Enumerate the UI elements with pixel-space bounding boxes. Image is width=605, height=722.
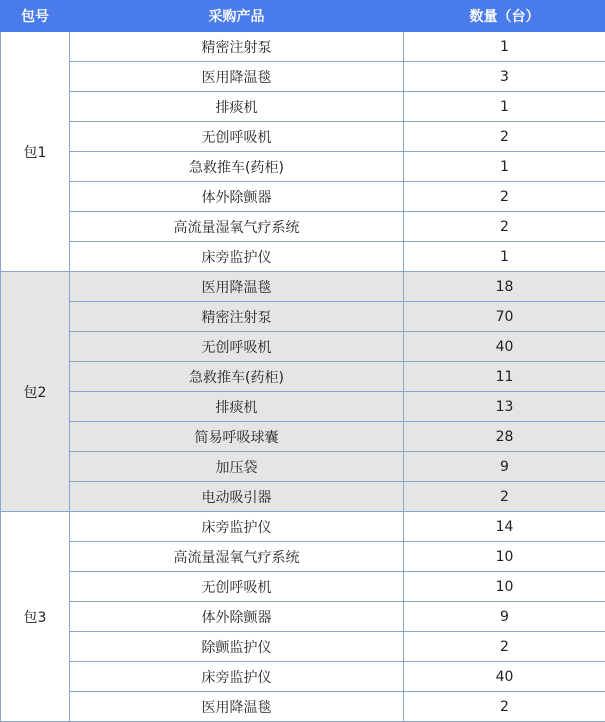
product-cell: 精密注射泵 [70, 302, 404, 332]
header-quantity: 数量（台） [404, 1, 605, 32]
product-cell: 床旁监护仪 [70, 662, 404, 692]
quantity-cell: 1 [404, 32, 605, 62]
product-cell: 无创呼吸机 [70, 332, 404, 362]
product-cell: 无创呼吸机 [70, 572, 404, 602]
product-cell: 精密注射泵 [70, 32, 404, 62]
table-row [1, 182, 605, 212]
quantity-cell: 1 [404, 242, 605, 272]
product-cell: 电动吸引器 [70, 482, 404, 512]
quantity-cell: 70 [404, 302, 605, 332]
table-row [1, 242, 605, 272]
header-row [1, 1, 605, 32]
table-row [1, 32, 605, 62]
table-row [1, 392, 605, 422]
quantity-cell: 1 [404, 152, 605, 182]
quantity-cell: 2 [404, 182, 605, 212]
quantity-cell: 13 [404, 392, 605, 422]
product-cell: 简易呼吸球囊 [70, 422, 404, 452]
header-product: 采购产品 [70, 1, 404, 32]
product-cell: 排痰机 [70, 392, 404, 422]
table-row [1, 512, 605, 542]
table-row [1, 62, 605, 92]
quantity-cell: 40 [404, 662, 605, 692]
table-row [1, 692, 605, 722]
table-row [1, 632, 605, 662]
quantity-cell: 40 [404, 332, 605, 362]
product-cell: 高流量湿氧气疗系统 [70, 212, 404, 242]
table-row [1, 122, 605, 152]
quantity-cell: 18 [404, 272, 605, 302]
table-row [1, 272, 605, 302]
product-cell: 床旁监护仪 [70, 512, 404, 542]
package-cell: 包2 [1, 272, 70, 512]
product-cell: 医用降温毯 [70, 62, 404, 92]
product-cell: 医用降温毯 [70, 692, 404, 722]
table-row [1, 452, 605, 482]
quantity-cell: 1 [404, 92, 605, 122]
table-row [1, 152, 605, 182]
quantity-cell: 11 [404, 362, 605, 392]
quantity-cell: 2 [404, 122, 605, 152]
quantity-cell: 3 [404, 62, 605, 92]
table-row [1, 542, 605, 572]
product-cell: 急救推车(药柜) [70, 152, 404, 182]
header-package: 包号 [1, 1, 70, 32]
quantity-cell: 2 [404, 692, 605, 722]
product-cell: 高流量湿氧气疗系统 [70, 542, 404, 572]
table-row [1, 302, 605, 332]
table-row [1, 92, 605, 122]
product-cell: 无创呼吸机 [70, 122, 404, 152]
product-cell: 排痰机 [70, 92, 404, 122]
quantity-cell: 10 [404, 542, 605, 572]
table-row [1, 602, 605, 632]
table-row [1, 422, 605, 452]
product-cell: 除颤监护仪 [70, 632, 404, 662]
product-cell: 急救推车(药柜) [70, 362, 404, 392]
product-cell: 床旁监护仪 [70, 242, 404, 272]
package-cell: 包1 [1, 32, 70, 272]
product-cell: 体外除颤器 [70, 182, 404, 212]
package-cell: 包3 [1, 512, 70, 722]
table-row [1, 482, 605, 512]
quantity-cell: 9 [404, 452, 605, 482]
table-row [1, 212, 605, 242]
quantity-cell: 9 [404, 602, 605, 632]
product-cell: 医用降温毯 [70, 272, 404, 302]
product-cell: 体外除颤器 [70, 602, 404, 632]
table-row [1, 662, 605, 692]
quantity-cell: 2 [404, 212, 605, 242]
table-row [1, 332, 605, 362]
quantity-cell: 2 [404, 482, 605, 512]
table-row [1, 572, 605, 602]
table-header [1, 1, 605, 32]
quantity-cell: 14 [404, 512, 605, 542]
quantity-cell: 2 [404, 632, 605, 662]
quantity-cell: 28 [404, 422, 605, 452]
table-row [1, 362, 605, 392]
quantity-cell: 10 [404, 572, 605, 602]
table-body [1, 32, 605, 722]
product-cell: 加压袋 [70, 452, 404, 482]
